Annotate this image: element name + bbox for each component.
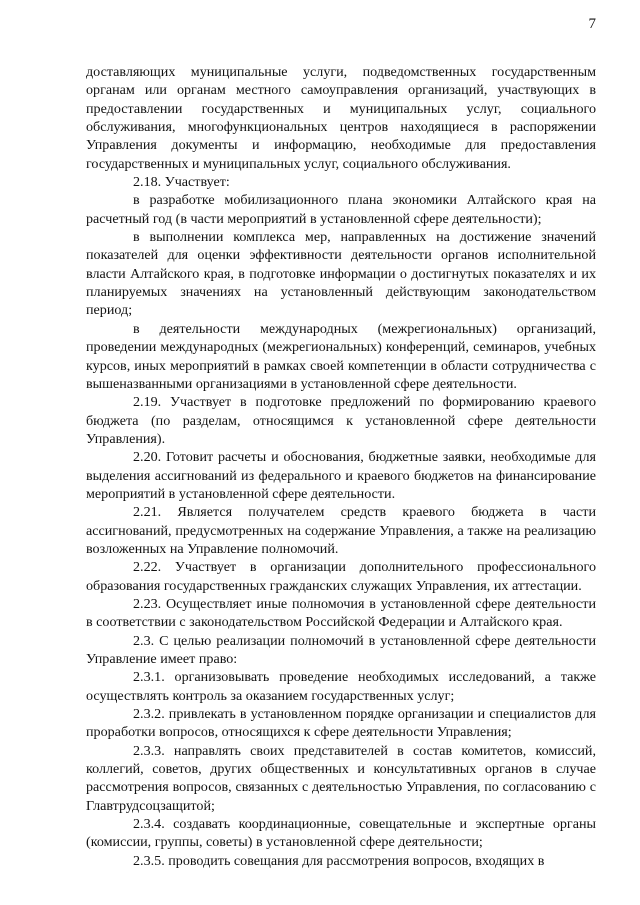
paragraph-2-18-item-2: в выполнении комплекса мер, направленных на достижение значений показателей для оценки эффективности деятельности органов исполнительной власти Алтайского края, в подготовке информации о достигнутых показателях и их планируемых значениях на установленный действующим законодательством период;	[86, 229, 596, 319]
paragraph-2-18-item-1: в разработке мобилизационного плана экономики Алтайского края на расчетный год (в части мероприятий в установленной сфере деятельности);	[86, 192, 596, 227]
paragraph-2-18-item-3: в деятельности международных (межрегиональных) организаций, проведении международных (межрегиональных) конференций, семинаров, учебных курсов, иных мероприятий в рамках своей компетенции в области сотрудничества с вышеназванными организациями в установленной сфере деятельности.	[86, 320, 596, 392]
paragraph-2-3-5: 2.3.5. проводить совещания для рассмотрения вопросов, входящих в	[133, 852, 545, 869]
paragraph-2-3-1: 2.3.1. организовывать проведение необходимых исследований, а также осуществлять контроль за оказанием государственных услуг;	[86, 669, 596, 704]
paragraph-continuation: доставляющих муниципальные услуги, подведомственных государственным органам или органам местного самоуправления организаций, участвующих в предоставлении государственных и муниципальных услуг, социального обслуживания, многофункциональных центров находящиеся в распоряжении Управления документы и информацию, необходимые для предоставления государственных и муниципальных услуг, социального обслуживания.	[86, 64, 596, 172]
paragraph-2-21: 2.21. Является получателем средств краевого бюджета в части ассигнований, предусмотренных на содержание Управления, а также на реализацию возложенных на Управление полномочий.	[86, 504, 596, 557]
paragraph-2-18: 2.18. Участвует:	[133, 174, 230, 191]
document-body	[86, 63, 596, 870]
paragraph-2-22: 2.22. Участвует в организации дополнительного профессионального образования государственных гражданских служащих Управления, их аттестации.	[86, 559, 596, 594]
paragraph-2-3-4: 2.3.4. создавать координационные, совещательные и экспертные органы (комиссии, группы, советы) в установленной сфере деятельности;	[86, 816, 596, 851]
paragraph-2-19: 2.19. Участвует в подготовке предложений по формированию краевого бюджета (по разделам, относящимся к установленной сфере деятельности Управления).	[86, 394, 596, 447]
paragraph-2-3-2: 2.3.2. привлекать в установленном порядке организации и специалистов для проработки вопросов, относящихся к сфере деятельности Управления;	[86, 706, 596, 741]
paragraph-2-3: 2.3. С целью реализации полномочий в установленной сфере деятельности Управление имеет право:	[86, 632, 596, 667]
page-number: 7	[588, 16, 596, 32]
paragraph-2-20: 2.20. Готовит расчеты и обоснования, бюджетные заявки, необходимые для выделения ассигнований из федерального и краевого бюджетов на финансирование мероприятий в установленной сфере деятельности.	[86, 449, 596, 502]
paragraph-2-3-3: 2.3.3. направлять своих представителей в состав комитетов, комиссий, коллегий, советов, других общественных и консультативных органов в случае рассмотрения вопросов, связанных с деятельностью Управления, по согласованию с Главтрудсоцзащитой;	[86, 742, 596, 814]
paragraph-2-23: 2.23. Осуществляет иные полномочия в установленной сфере деятельности в соответствии с законодательством Российской Федерации и Алтайского края.	[86, 595, 596, 631]
